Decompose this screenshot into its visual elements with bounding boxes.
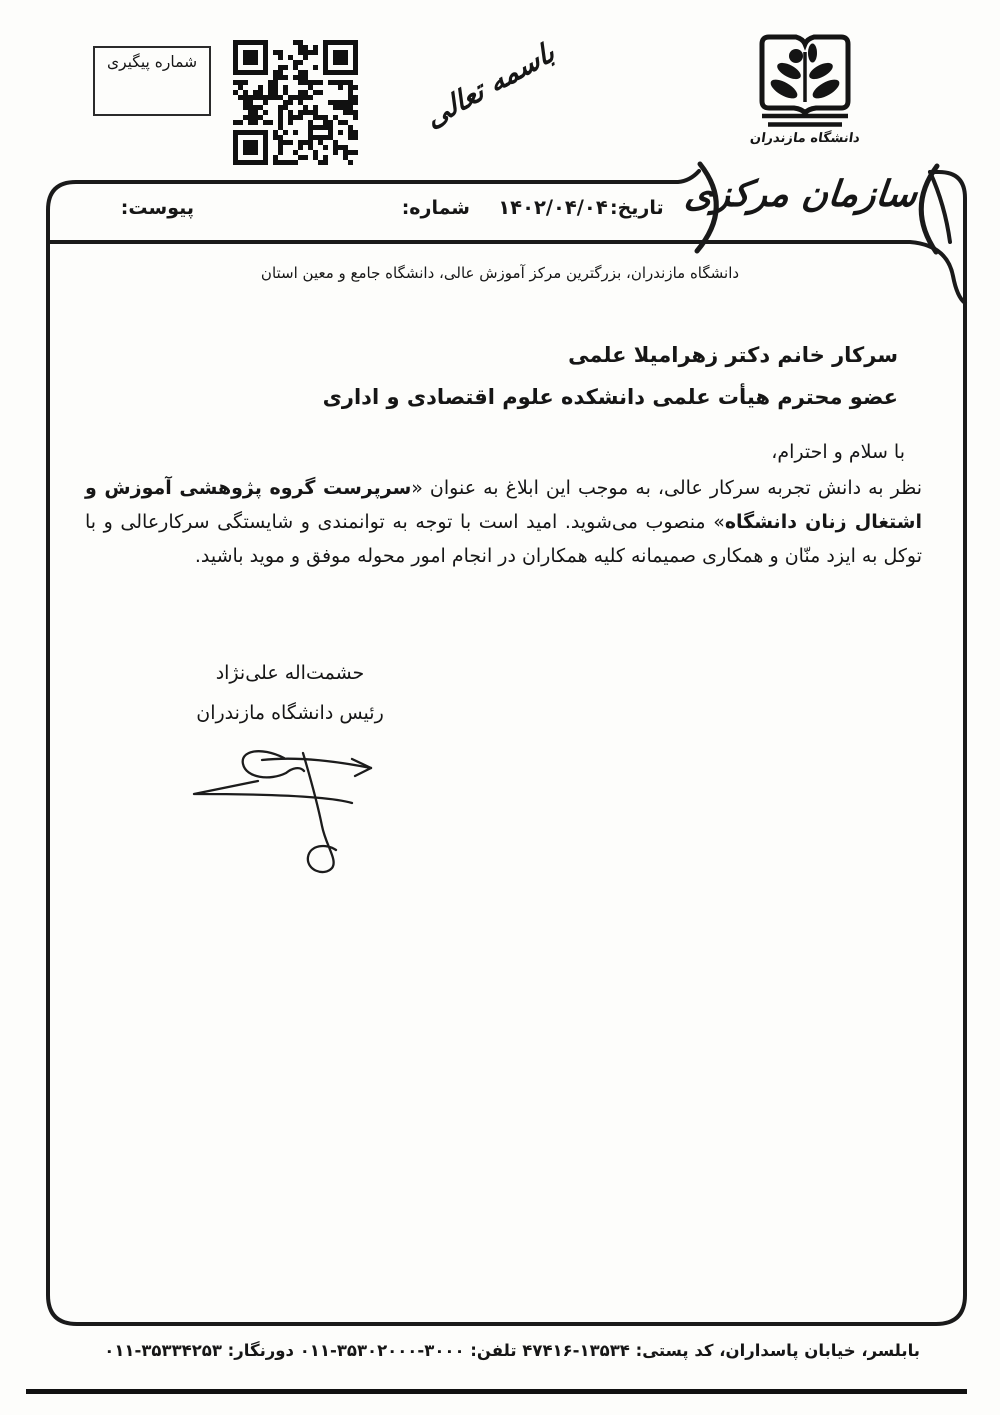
university-logo-caption: دانشگاه مازندران [749,131,861,146]
signatory-title: رئیس دانشگاه مازندران [196,702,384,724]
body-text-appointment: سرپرست گروه پژوهشی آموزش و اشتغال زنان دانشگاه [85,477,923,533]
attachment-label: پیوست: [120,197,194,219]
tracking-number-box [93,46,211,116]
recipient-role: عضو محترم هیأت علمی دانشکده علوم اقتصادی و اداری [322,385,898,409]
date-label: تاریخ: [610,197,664,219]
university-subtitle: دانشگاه مازندران، بزرگترین مرکز آموزش عالی، دانشگاه جامع و معین استان [260,264,740,282]
body-text-pre: نظر به دانش تجربه سرکار عالی، به موجب این ابلاغ به عنوان « [411,477,922,499]
body-text-post: » منصوب می‌شوید. امید است با توجه به توانمندی و شایستگی سرکارعالی و با توکل به ایزد منّان و همکاری صمیمانه کلیه همکاران در انجام امور محوله موفق و موید باشید. [85,511,922,567]
bottom-rule [26,1389,967,1394]
university-logo-icon [762,37,848,125]
qr-code [233,40,358,165]
date-value: ۱۴۰۲/۰۴/۰۴ [498,196,608,219]
org-title: سازمان مرکزی [682,174,920,215]
tracking-number-label: شماره پیگیری [106,53,198,71]
salutation: با سلام و احترام، [771,441,905,463]
recipient-block [323,334,898,418]
bismillah-calligraphy: باسمه تعالی [421,33,559,135]
signature-scribble [194,751,371,872]
number-label: شماره: [401,197,470,219]
letter-body [85,471,922,573]
signatory-name: حشمت‌اله علی‌نژاد [215,662,365,684]
recipient-name: سرکار خانم دکتر زهرامیلا علمی [568,343,898,367]
footer-contact-line: بابلسر، خیابان پاسداران، کد پستی: ۱۳۵۳۴-۴۷۴۱۶ تلفن: ۳۰۰۰-۳۵۳۰۲۰۰۰-۰۱۱ دورنگار: ۳۵۳۳۴۲۵۳-۰۱۱ [104,1341,920,1360]
